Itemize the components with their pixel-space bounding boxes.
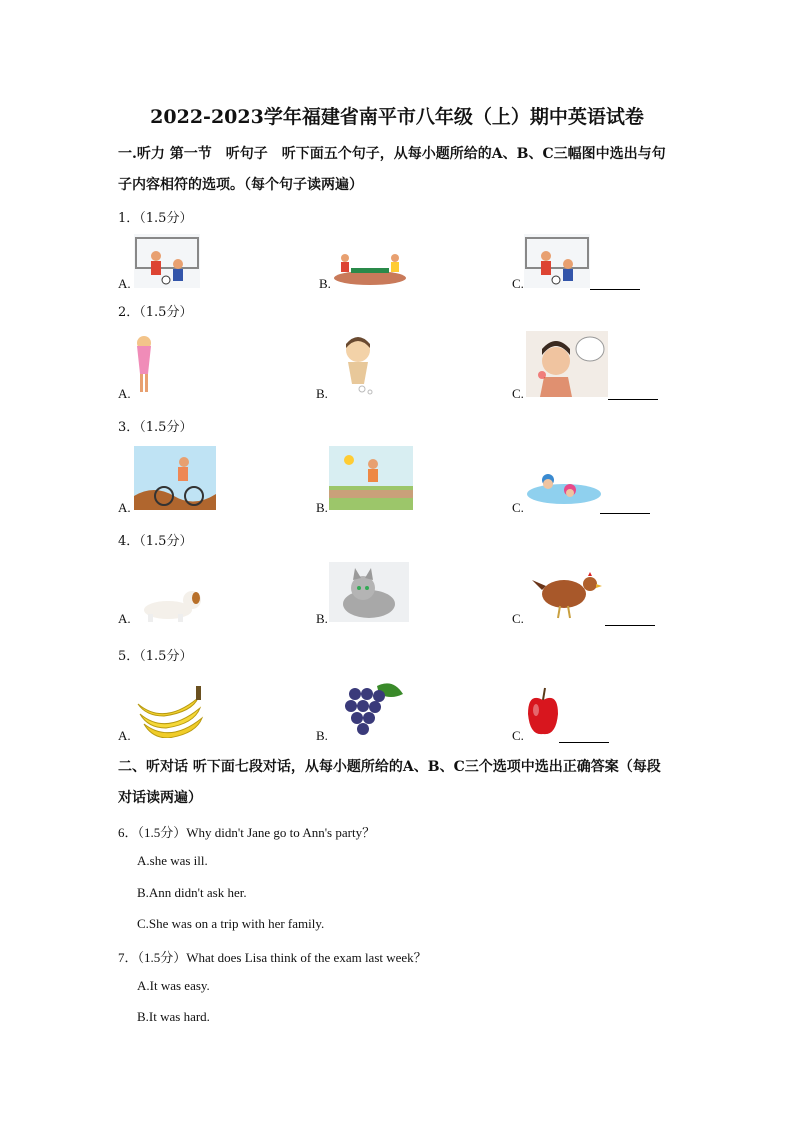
soccer-players-image <box>524 234 590 288</box>
grapes-image <box>333 676 405 738</box>
section-1-line-2: 子内容相符的选项。（每个句子读两遍） <box>118 177 363 193</box>
q2-option-b-label: B. <box>316 386 328 401</box>
q1-option-a-label: A. <box>118 276 131 291</box>
q3-option-b-label: B. <box>316 500 328 515</box>
q4-option-b-label: B. <box>316 611 328 626</box>
q7-option-b[interactable]: B.It was hard. <box>137 1009 210 1024</box>
q5-answer-blank[interactable] <box>559 742 609 743</box>
apple-image <box>526 684 560 738</box>
q2-option-a-label: A. <box>118 386 131 401</box>
question-2-number: 2．（1.5分） <box>118 305 193 320</box>
q4-option-a-label: A. <box>118 611 131 626</box>
table-tennis-image <box>333 248 407 286</box>
question-1-number: 1．（1.5分） <box>118 211 193 226</box>
page-title: 2022-2023学年福建省南平市八年级（上）期中英语试卷 <box>150 106 644 128</box>
q3-option-a-label: A. <box>118 500 131 515</box>
question-3-number: 3．（1.5分） <box>118 420 193 435</box>
toothache-image <box>526 331 608 397</box>
bananas-image <box>134 682 206 738</box>
hen-image <box>526 566 606 622</box>
question-4-number: 4．（1.5分） <box>118 534 193 549</box>
q6-option-b[interactable]: B.Ann didn't ask her. <box>137 885 247 900</box>
q5-option-a-label: A. <box>118 728 131 743</box>
q5-option-c-label: C. <box>512 728 524 743</box>
running-image <box>329 446 413 510</box>
section-2-instructions <box>118 752 678 814</box>
section-1-instructions <box>118 139 678 201</box>
q6-option-c[interactable]: C.She was on a trip with her family. <box>137 916 325 931</box>
q1-option-c-label: C. <box>512 276 524 291</box>
q4-option-c-label: C. <box>512 611 524 626</box>
section-2-line-2: 对话读两遍） <box>118 790 202 806</box>
q2-option-c-label: C. <box>512 386 524 401</box>
q1-answer-blank[interactable] <box>590 289 640 290</box>
puppy-image <box>134 586 210 622</box>
q4-answer-blank[interactable] <box>605 625 655 626</box>
q3-option-c-label: C. <box>512 500 524 515</box>
cat-image <box>329 562 409 622</box>
question-5-number: 5．（1.5分） <box>118 649 193 664</box>
q7-option-a[interactable]: A.It was easy. <box>137 978 210 993</box>
question-7-stem: 7．（1.5分）What does Lisa think of the exam last week？ <box>118 950 427 965</box>
q5-option-b-label: B. <box>316 728 328 743</box>
girl-image <box>134 334 154 396</box>
swimming-image <box>526 464 602 506</box>
q3-answer-blank[interactable] <box>600 513 650 514</box>
question-6-stem: 6．（1.5分）Why didn't Jane go to Ann's party？ <box>118 825 376 840</box>
q1-option-b-label: B. <box>319 276 331 291</box>
q6-option-a[interactable]: A.she was ill. <box>137 853 208 868</box>
soccer-players-image <box>134 234 200 288</box>
q2-answer-blank[interactable] <box>608 399 658 400</box>
section-1-line-1: 一.听力 第一节 听句子 听下面五个句子，从每小题所给的A、B、C三幅图中选出与句 <box>118 146 666 162</box>
section-2-line-1: 二、听对话 听下面七段对话，从每小题所给的A、B、C三个选项中选出正确答案（每段 <box>118 759 661 775</box>
headache-image <box>340 334 376 396</box>
cycling-image <box>134 446 216 510</box>
